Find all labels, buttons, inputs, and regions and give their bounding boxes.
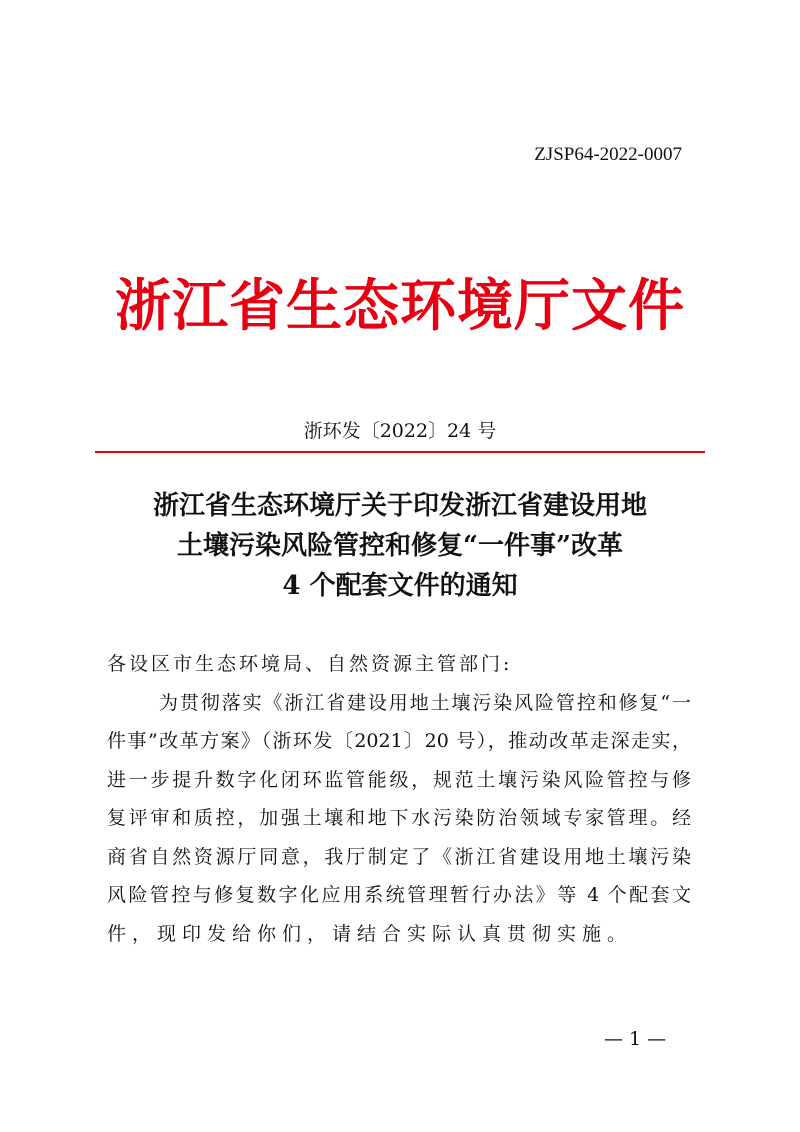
body-line: 复评审和质控，加强土壤和地下水污染防治领域专家管理。经 — [107, 807, 691, 829]
title-line: 浙江省生态环境厅关于印发浙江省建设用地 — [152, 491, 647, 521]
title-line: 土壤污染风险管控和修复“一件事”改革 — [177, 531, 623, 561]
title-line: 4 个配套文件的通知 — [282, 571, 518, 601]
body-line: 件事”改革方案》（浙环发〔2021〕20 号），推动改革走深走实， — [107, 730, 691, 752]
issuer-header: 浙江省生态环境厅文件 — [115, 273, 685, 339]
body-line: 风险管控与修复数字化应用系统管理暂行办法》等 4 个配套文 — [107, 884, 691, 906]
body-line: 件，现印发给你们，请结合实际认真贯彻实施。 — [107, 922, 633, 945]
body-line: 商省自然资源厅同意，我厅制定了《浙江省建设用地土壤污染 — [107, 845, 691, 868]
red-divider — [95, 451, 705, 453]
body-line: 进一步提升数字化闭环监管能级，规范土壤污染风险管控与修 — [107, 768, 691, 791]
document-number: ZJSP64-2022-0007 — [534, 144, 682, 165]
body-line: 为贯彻落实《浙江省建设用地土壤污染风险管控和修复“一 — [159, 691, 691, 714]
salutation: 各设区市生态环境局、自然资源主管部门: — [107, 653, 513, 675]
document-title — [0, 486, 800, 606]
page-number: — 1 — — [604, 1028, 667, 1050]
document-body — [107, 645, 691, 953]
document-reference: 浙环发〔2022〕24 号 — [303, 420, 497, 442]
